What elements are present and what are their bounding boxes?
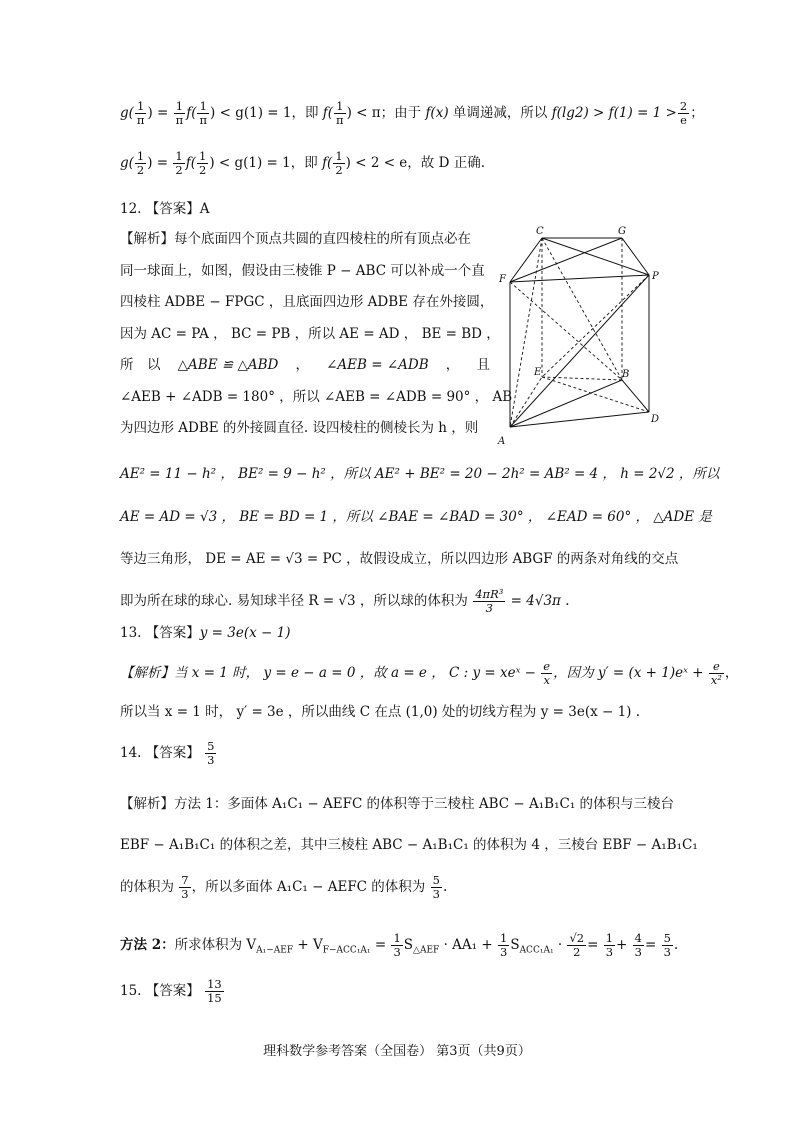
fraction: $\frac{1}{\pi}$ <box>175 99 184 127</box>
fraction: $\frac{1}{2}$ <box>175 149 183 177</box>
subscript: △AEF <box>413 945 440 956</box>
text: 所求体积为 V <box>174 937 257 953</box>
fraction: $\frac{e}{\text{x²}}$ <box>710 659 722 687</box>
answer-value: $\frac{5}{3}$ <box>207 739 215 767</box>
math-text: ∠AEB = ∠ADB <box>326 357 429 373</box>
text: . <box>442 879 448 895</box>
method-label: 方法 2： <box>120 937 175 953</box>
fraction: $\frac{1}{3}$ <box>605 931 614 959</box>
subscript: ACC₁A₁ <box>519 945 554 956</box>
fraction: $\frac{e}{x}$ <box>543 659 551 687</box>
text: = <box>644 937 657 953</box>
text-row: 【解析】每个底面四个顶点共圆的直四棱柱的所有顶点必在 <box>120 231 471 247</box>
fraction: $\frac{5}{3}$ <box>663 931 671 959</box>
text: 且 <box>476 357 490 373</box>
prism-figure <box>496 222 671 447</box>
subscript: F−ACC₁A₁ <box>322 945 371 956</box>
text-row: EBF − A₁B₁C₁ 的体积之差，其中三棱柱 ABC − A₁B₁C₁ 的体积为 4 ，三棱台 EBF − A₁B₁C₁ <box>120 837 698 853</box>
answer-value: A <box>199 201 210 217</box>
math-text: f( <box>322 105 334 121</box>
fraction: $\frac{1}{2}$ <box>335 149 343 177</box>
fraction: $\frac{1}{\pi}$ <box>336 99 344 127</box>
text: ， <box>724 665 739 681</box>
fraction: $\frac{√2}{2}$ <box>569 931 585 959</box>
text-row: 因为 AC = PA ， BC = PB ，所以 AE = AD ， BE = BD ， <box>120 325 500 342</box>
text-row <box>120 588 570 615</box>
text: S <box>510 937 520 953</box>
math-text: ) < 2 < e <box>345 155 408 171</box>
math-text: ) < g(1) = 1 <box>209 155 291 171</box>
text-row: 同一球面上，如图，假设由三棱锥 P − ABC 可以补成一个直 <box>120 262 485 279</box>
text-row: AE = AD = √3 ， BE = BD = 1 ，所以 ∠BAE = ∠BAD = 30° ， ∠EAD = 60° ， △ADE 是 <box>120 509 712 525</box>
fraction: $\frac{1}{\pi}$ <box>136 99 145 127</box>
math-text: ) = <box>147 105 169 121</box>
q12-analysis <box>120 224 513 445</box>
text: 单调递减，所以 <box>448 105 552 121</box>
label-D: D <box>651 414 660 425</box>
math-text: f(x) <box>425 105 449 121</box>
text: = <box>587 937 599 953</box>
fraction: $\frac{1}{\pi}$ <box>199 99 208 127</box>
fraction: $\frac{7}{3}$ <box>181 873 189 901</box>
line-g-half <box>120 150 485 177</box>
text: ，即 <box>291 105 323 121</box>
math-text: ) = <box>147 155 169 171</box>
math-text: g( <box>120 155 134 171</box>
text: ，即 <box>290 155 323 171</box>
math-text: = 4√3π . <box>510 593 570 609</box>
answer-label: 14. 【答案】 <box>120 745 200 761</box>
text-row <box>120 874 447 901</box>
fraction: $\frac{\text{4πR³}}{3}$ <box>475 587 504 615</box>
math-text: f( <box>322 155 333 171</box>
text: = <box>374 937 387 953</box>
text-row: 【解析】方法 1：多面体 A₁C₁ − AEFC 的体积等于三棱柱 ABC − A₁B₁C₁ 的体积与三棱台 <box>120 796 675 812</box>
math-text: ，因为 y′ = (x + 1)eˣ + <box>553 665 704 681</box>
text-row: 所 以 △ABE ≌ △ABD ， ∠AEB = ∠ADB ， 且 <box>120 350 490 382</box>
text-row: 等边三角形， DE = AE = √3 = PC ，故假设成立，所以四边形 ABGF 的两条对角线的交点 <box>120 551 679 567</box>
label-G: G <box>618 226 626 237</box>
text: + V <box>297 937 323 953</box>
text-row: 四棱柱 ADBE − FPGC ，且底面四边形 ADBE 存在外接圆， <box>120 294 494 310</box>
fraction: $\frac{2}{e}$ <box>679 99 688 127</box>
fraction: $\frac{1}{3}$ <box>393 931 401 959</box>
math-text: f( <box>185 155 197 171</box>
text-row <box>120 660 738 687</box>
q14-header <box>120 740 217 767</box>
math-text: f(lg2) > f(1) = 1 > <box>551 105 677 121</box>
answer-value: $\frac{13}{15}$ <box>207 977 222 1005</box>
fraction: $\frac{1}{2}$ <box>199 149 207 177</box>
text: 的体积为 <box>120 879 174 895</box>
label-F: F <box>499 274 506 285</box>
answer-label: 12. 【答案】 <box>120 201 200 217</box>
line-g-pi: g( $\frac{1}{\pi}$ ) = $\frac{1}{\pi}$ f( $\frac{1}{\pi}$ ) < g(1) = 1，即 f( $\frac{1}{\pi}$ ) < π；由于 f(x) 单调递减，所以 f(lg2) > f(1) = 1 > $\frac{2}{e}$ ； <box>120 99 704 127</box>
text: ，故 D 正确. <box>407 155 485 171</box>
text: . <box>673 937 679 953</box>
text: + <box>616 937 628 953</box>
text-row: 所以当 x = 1 时， y′ = 3e ，所以曲线 C 在点 (1,0) 处的切线方程为 y = 3e(x − 1) . <box>120 704 641 720</box>
fraction: $\frac{5}{3}$ <box>432 873 440 901</box>
fraction: $\frac{1}{3}$ <box>499 931 508 959</box>
math-text: g( <box>120 105 134 121</box>
page-footer: 理科数学参考答案（全国卷） 第3页（共9页） <box>263 1044 531 1059</box>
text: · <box>557 937 563 953</box>
fraction: $\frac{1}{2}$ <box>136 149 145 177</box>
text: 所 以 <box>120 357 161 373</box>
method-2-row <box>120 932 678 959</box>
math-text: f( <box>186 105 197 121</box>
text-row: AE² = 11 − h² ， BE² = 9 − h² ，所以 AE² + BE² = 20 − 2h² = AB² = 4 ， h = 2√2 ，所以 <box>120 466 720 482</box>
text: ；由于 <box>380 105 426 121</box>
q13-header <box>120 624 291 642</box>
math-text: ) < π <box>346 105 381 121</box>
text: S <box>403 937 414 953</box>
text-row: ∠AEB + ∠ADB = 180° ，所以 ∠AEB = ∠ADB = 90° ， AB <box>120 388 513 405</box>
label-P: P <box>652 271 659 282</box>
label-C: C <box>536 226 544 237</box>
text: 即为所在球的球心. 易知球半径 R = √3 ，所以球的体积为 <box>120 593 468 609</box>
answer-label: 13. 【答案】 <box>120 625 200 641</box>
math-text: △ABE ≌ △ABD <box>177 357 279 373</box>
text-row: 为四边形 ADBE 的外接圆直径. 设四棱柱的侧棱长为 h ，则 <box>120 420 479 436</box>
label-B: B <box>622 369 630 380</box>
text: · AA₁ + <box>443 937 493 953</box>
answer-label: 15. 【答案】 <box>120 983 200 999</box>
label-E: E <box>534 367 542 378</box>
q15-header <box>120 978 225 1005</box>
q12-header <box>120 200 210 218</box>
fraction: $\frac{4}{3}$ <box>634 931 642 959</box>
subscript: A₁−AEF <box>256 945 294 956</box>
math-text: 【解析】当 x = 1 时， y = e − a = 0 ，故 a = e ， C : y = xeˣ − <box>120 665 536 681</box>
answer-value: y = 3e(x − 1) <box>199 625 291 641</box>
label-A: A <box>498 436 506 447</box>
math-text: ) < g(1) = 1 <box>210 105 292 121</box>
text: ，所以多面体 A₁C₁ − AEFC 的体积为 <box>191 879 426 895</box>
